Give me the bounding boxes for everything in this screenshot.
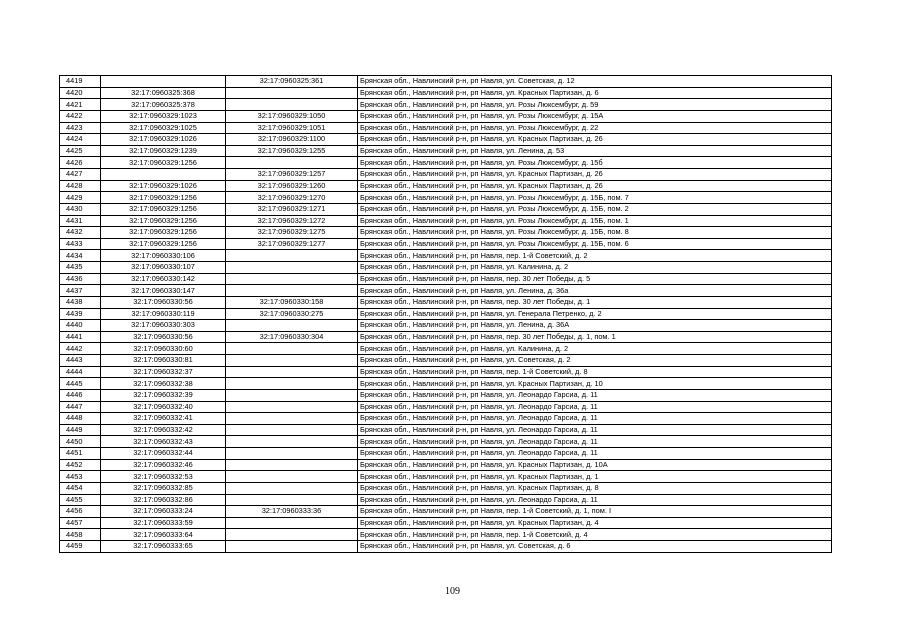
address-cell: Брянская обл., Навлинский р-н, рп Навля, ул. Красных Партизан, д. 10А (358, 459, 832, 471)
table-row (60, 366, 832, 378)
row-number-cell: 4446 (60, 389, 101, 401)
page-number: 109 (445, 586, 460, 597)
table-row (60, 134, 832, 146)
row-number-cell: 4444 (60, 366, 101, 378)
parcel-number-cell: 32:17:0960332:38 (101, 378, 226, 390)
row-number-cell: 4420 (60, 87, 101, 99)
row-number-cell: 4455 (60, 494, 101, 506)
row-number-cell: 4424 (60, 134, 101, 146)
table-row (60, 436, 832, 448)
table-row (60, 320, 832, 332)
row-number-cell: 4453 (60, 471, 101, 483)
object-number-cell: 32:17:0960329:1257 (226, 169, 358, 181)
object-number-cell (226, 424, 358, 436)
address-cell: Брянская обл., Навлинский р-н, рп Навля, ул. Розы Люксембург, д. 59 (358, 99, 832, 111)
table-row (60, 122, 832, 134)
address-cell: Брянская обл., Навлинский р-н, рп Навля, ул. Ленина, д. 36А (358, 320, 832, 332)
object-number-cell: 32:17:0960330:275 (226, 308, 358, 320)
row-number-cell: 4422 (60, 110, 101, 122)
object-number-cell (226, 273, 358, 285)
table-row (60, 413, 832, 425)
address-cell: Брянская обл., Навлинский р-н, рп Навля, ул. Ленина, д. 36а (358, 285, 832, 297)
parcel-number-cell: 32:17:0960329:1239 (101, 145, 226, 157)
parcel-number-cell: 32:17:0960332:42 (101, 424, 226, 436)
object-number-cell: 32:17:0960329:1271 (226, 203, 358, 215)
parcel-number-cell: 32:17:0960329:1256 (101, 215, 226, 227)
row-number-cell: 4448 (60, 413, 101, 425)
table-row (60, 215, 832, 227)
table-row (60, 227, 832, 239)
table-row (60, 110, 832, 122)
address-cell: Брянская обл., Навлинский р-н, рп Навля, ул. Леонардо Гарсиа, д. 11 (358, 494, 832, 506)
address-cell: Брянская обл., Навлинский р-н, рп Навля, ул. Красных Партизан, д. 26 (358, 180, 832, 192)
object-number-cell (226, 459, 358, 471)
table-row (60, 145, 832, 157)
address-cell: Брянская обл., Навлинский р-н, рп Навля, ул. Розы Люксембург, д. 15Б, пом. 8 (358, 227, 832, 239)
object-number-cell: 32:17:0960329:1051 (226, 122, 358, 134)
object-number-cell (226, 389, 358, 401)
table-row (60, 494, 832, 506)
parcel-number-cell: 32:17:0960329:1256 (101, 203, 226, 215)
row-number-cell: 4428 (60, 180, 101, 192)
parcel-number-cell: 32:17:0960330:106 (101, 250, 226, 262)
address-cell: Брянская обл., Навлинский р-н, рп Навля, ул. Розы Люксембург, д. 15Б, пом. 6 (358, 238, 832, 250)
address-cell: Брянская обл., Навлинский р-н, рп Навля, ул. Красных Партизан, д. 10 (358, 378, 832, 390)
object-number-cell: 32:17:0960329:1255 (226, 145, 358, 157)
row-number-cell: 4452 (60, 459, 101, 471)
address-cell: Брянская обл., Навлинский р-н, рп Навля, ул. Розы Люксембург, д. 15Б, пом. 7 (358, 192, 832, 204)
table-row (60, 250, 832, 262)
object-number-cell (226, 320, 358, 332)
row-number-cell: 4451 (60, 448, 101, 460)
object-number-cell: 32:17:0960330:304 (226, 331, 358, 343)
object-number-cell (226, 541, 358, 553)
address-cell: Брянская обл., Навлинский р-н, рп Навля, ул. Розы Люксембург, д. 15Б, пом. 1 (358, 215, 832, 227)
row-number-cell: 4436 (60, 273, 101, 285)
address-cell: Брянская обл., Навлинский р-н, рп Навля, пер. 1-й Советский, д. 2 (358, 250, 832, 262)
table-row (60, 308, 832, 320)
object-number-cell (226, 250, 358, 262)
object-number-cell (226, 87, 358, 99)
table-row (60, 285, 832, 297)
address-cell: Брянская обл., Навлинский р-н, рп Навля, ул. Красных Партизан, д. 8 (358, 482, 832, 494)
address-cell: Брянская обл., Навлинский р-н, рп Навля, ул. Красных Партизан, д. 6 (358, 87, 832, 99)
parcel-number-cell: 32:17:0960330:142 (101, 273, 226, 285)
parcel-number-cell: 32:17:0960330:147 (101, 285, 226, 297)
object-number-cell: 32:17:0960333:36 (226, 506, 358, 518)
row-number-cell: 4432 (60, 227, 101, 239)
parcel-number-cell: 32:17:0960330:303 (101, 320, 226, 332)
address-cell: Брянская обл., Навлинский р-н, рп Навля, пер. 1-й Советский, д. 1, пом. I (358, 506, 832, 518)
table-row (60, 99, 832, 111)
parcel-number-cell (101, 169, 226, 181)
parcel-number-cell: 32:17:0960332:44 (101, 448, 226, 460)
parcel-number-cell: 32:17:0960332:53 (101, 471, 226, 483)
object-number-cell (226, 366, 358, 378)
parcel-number-cell: 32:17:0960329:1256 (101, 227, 226, 239)
address-cell: Брянская обл., Навлинский р-н, рп Навля, ул. Розы Люксембург, д. 15А (358, 110, 832, 122)
address-cell: Брянская обл., Навлинский р-н, рп Навля, ул. Генерала Петренко, д. 2 (358, 308, 832, 320)
address-cell: Брянская обл., Навлинский р-н, рп Навля, ул. Леонардо Гарсиа, д. 11 (358, 389, 832, 401)
table-row (60, 401, 832, 413)
parcel-number-cell: 32:17:0960332:39 (101, 389, 226, 401)
table-body (60, 76, 832, 553)
row-number-cell: 4440 (60, 320, 101, 332)
object-number-cell (226, 99, 358, 111)
table-row (60, 541, 832, 553)
row-number-cell: 4430 (60, 203, 101, 215)
object-number-cell (226, 436, 358, 448)
row-number-cell: 4434 (60, 250, 101, 262)
table-row (60, 331, 832, 343)
parcel-number-cell: 32:17:0960325:368 (101, 87, 226, 99)
address-cell: Брянская обл., Навлинский р-н, рп Навля, ул. Калинина, д. 2 (358, 343, 832, 355)
row-number-cell: 4447 (60, 401, 101, 413)
table-row (60, 273, 832, 285)
row-number-cell: 4450 (60, 436, 101, 448)
object-number-cell (226, 413, 358, 425)
row-number-cell: 4442 (60, 343, 101, 355)
address-cell: Брянская обл., Навлинский р-н, рп Навля, ул. Советская, д. 2 (358, 355, 832, 367)
parcel-number-cell: 32:17:0960332:43 (101, 436, 226, 448)
object-number-cell (226, 482, 358, 494)
object-number-cell: 32:17:0960330:158 (226, 296, 358, 308)
row-number-cell: 4433 (60, 238, 101, 250)
parcel-number-cell: 32:17:0960332:86 (101, 494, 226, 506)
table-row (60, 262, 832, 274)
address-cell: Брянская обл., Навлинский р-н, рп Навля, ул. Советская, д. 6 (358, 541, 832, 553)
object-number-cell (226, 471, 358, 483)
table-row (60, 355, 832, 367)
row-number-cell: 4449 (60, 424, 101, 436)
parcel-number-cell: 32:17:0960332:41 (101, 413, 226, 425)
table-row (60, 378, 832, 390)
table-row (60, 192, 832, 204)
object-number-cell (226, 355, 358, 367)
table-row (60, 506, 832, 518)
address-cell: Брянская обл., Навлинский р-н, рп Навля, ул. Леонардо Гарсиа, д. 11 (358, 424, 832, 436)
object-number-cell (226, 285, 358, 297)
parcel-number-cell: 32:17:0960329:1023 (101, 110, 226, 122)
address-cell: Брянская обл., Навлинский р-н, рп Навля, ул. Розы Люксембург, д. 22 (358, 122, 832, 134)
table-row (60, 180, 832, 192)
address-cell: Брянская обл., Навлинский р-н, рп Навля, ул. Красных Партизан, д. 26 (358, 169, 832, 181)
parcel-number-cell: 32:17:0960330:81 (101, 355, 226, 367)
parcel-number-cell: 32:17:0960329:1256 (101, 192, 226, 204)
table-row (60, 389, 832, 401)
address-cell: Брянская обл., Навлинский р-н, рп Навля, пер. 1-й Советский, д. 8 (358, 366, 832, 378)
table-row (60, 459, 832, 471)
address-cell: Брянская обл., Навлинский р-н, рп Навля, ул. Ленина, д. 53 (358, 145, 832, 157)
row-number-cell: 4445 (60, 378, 101, 390)
object-number-cell (226, 157, 358, 169)
parcel-number-cell: 32:17:0960330:56 (101, 331, 226, 343)
object-number-cell (226, 494, 358, 506)
row-number-cell: 4427 (60, 169, 101, 181)
table-row (60, 87, 832, 99)
table-row (60, 424, 832, 436)
object-number-cell (226, 529, 358, 541)
table-row (60, 169, 832, 181)
row-number-cell: 4438 (60, 296, 101, 308)
object-number-cell: 32:17:0960329:1277 (226, 238, 358, 250)
table-row (60, 529, 832, 541)
parcel-number-cell: 32:17:0960332:37 (101, 366, 226, 378)
address-cell: Брянская обл., Навлинский р-н, рп Навля, ул. Красных Партизан, д. 4 (358, 517, 832, 529)
address-cell: Брянская обл., Навлинский р-н, рп Навля, пер. 30 лет Победы, д. 5 (358, 273, 832, 285)
row-number-cell: 4421 (60, 99, 101, 111)
object-number-cell: 32:17:0960325:361 (226, 76, 358, 88)
table-row (60, 238, 832, 250)
parcel-number-cell: 32:17:0960330:56 (101, 296, 226, 308)
parcel-number-cell: 32:17:0960333:65 (101, 541, 226, 553)
address-cell: Брянская обл., Навлинский р-н, рп Навля, пер. 1-й Советский, д. 4 (358, 529, 832, 541)
row-number-cell: 4439 (60, 308, 101, 320)
object-number-cell (226, 517, 358, 529)
row-number-cell: 4443 (60, 355, 101, 367)
object-number-cell (226, 448, 358, 460)
table-row (60, 471, 832, 483)
parcel-number-cell: 32:17:0960332:40 (101, 401, 226, 413)
object-number-cell: 32:17:0960329:1272 (226, 215, 358, 227)
parcel-number-cell: 32:17:0960332:46 (101, 459, 226, 471)
parcel-number-cell: 32:17:0960332:85 (101, 482, 226, 494)
table-row (60, 76, 832, 88)
parcel-number-cell: 32:17:0960329:1026 (101, 180, 226, 192)
parcel-number-cell: 32:17:0960325:378 (101, 99, 226, 111)
address-cell: Брянская обл., Навлинский р-н, рп Навля, ул. Красных Партизан, д. 26 (358, 134, 832, 146)
object-number-cell: 32:17:0960329:1260 (226, 180, 358, 192)
address-cell: Брянская обл., Навлинский р-н, рп Навля, ул. Розы Люксембург, д. 15Б, пом. 2 (358, 203, 832, 215)
parcel-number-cell: 32:17:0960330:119 (101, 308, 226, 320)
parcel-number-cell: 32:17:0960329:1025 (101, 122, 226, 134)
row-number-cell: 4459 (60, 541, 101, 553)
address-cell: Брянская обл., Навлинский р-н, рп Навля, ул. Леонардо Гарсиа, д. 11 (358, 436, 832, 448)
address-cell: Брянская обл., Навлинский р-н, рп Навля, ул. Леонардо Гарсиа, д. 11 (358, 401, 832, 413)
row-number-cell: 4454 (60, 482, 101, 494)
row-number-cell: 4425 (60, 145, 101, 157)
parcel-number-cell: 32:17:0960333:24 (101, 506, 226, 518)
row-number-cell: 4457 (60, 517, 101, 529)
object-number-cell: 32:17:0960329:1050 (226, 110, 358, 122)
object-number-cell (226, 262, 358, 274)
address-cell: Брянская обл., Навлинский р-н, рп Навля, пер. 30 лет Победы, д. 1 (358, 296, 832, 308)
address-cell: Брянская обл., Навлинский р-н, рп Навля, ул. Леонардо Гарсиа, д. 11 (358, 413, 832, 425)
row-number-cell: 4441 (60, 331, 101, 343)
address-cell: Брянская обл., Навлинский р-н, рп Навля, ул. Советская, д. 12 (358, 76, 832, 88)
cadastral-table (59, 75, 832, 553)
address-cell: Брянская обл., Навлинский р-н, рп Навля, ул. Калинина, д. 2 (358, 262, 832, 274)
parcel-number-cell: 32:17:0960330:107 (101, 262, 226, 274)
address-cell: Брянская обл., Навлинский р-н, рп Навля, пер. 30 лет Победы, д. 1, пом. 1 (358, 331, 832, 343)
parcel-number-cell: 32:17:0960329:1256 (101, 238, 226, 250)
table-row (60, 482, 832, 494)
row-number-cell: 4435 (60, 262, 101, 274)
object-number-cell: 32:17:0960329:1100 (226, 134, 358, 146)
row-number-cell: 4423 (60, 122, 101, 134)
row-number-cell: 4426 (60, 157, 101, 169)
table-row (60, 157, 832, 169)
table-row (60, 448, 832, 460)
table-row (60, 343, 832, 355)
object-number-cell (226, 378, 358, 390)
row-number-cell: 4437 (60, 285, 101, 297)
object-number-cell: 32:17:0960329:1270 (226, 192, 358, 204)
table-row (60, 296, 832, 308)
object-number-cell (226, 401, 358, 413)
parcel-number-cell (101, 76, 226, 88)
table-row (60, 517, 832, 529)
table-row (60, 203, 832, 215)
row-number-cell: 4458 (60, 529, 101, 541)
row-number-cell: 4456 (60, 506, 101, 518)
parcel-number-cell: 32:17:0960333:64 (101, 529, 226, 541)
parcel-number-cell: 32:17:0960333:59 (101, 517, 226, 529)
parcel-number-cell: 32:17:0960330:60 (101, 343, 226, 355)
parcel-number-cell: 32:17:0960329:1026 (101, 134, 226, 146)
address-cell: Брянская обл., Навлинский р-н, рп Навля, ул. Розы Люксембург, д. 15б (358, 157, 832, 169)
address-cell: Брянская обл., Навлинский р-н, рп Навля, ул. Красных Партизан, д. 1 (358, 471, 832, 483)
object-number-cell: 32:17:0960329:1275 (226, 227, 358, 239)
address-cell: Брянская обл., Навлинский р-н, рп Навля, ул. Леонардо Гарсиа, д. 11 (358, 448, 832, 460)
row-number-cell: 4429 (60, 192, 101, 204)
parcel-number-cell: 32:17:0960329:1256 (101, 157, 226, 169)
row-number-cell: 4419 (60, 76, 101, 88)
row-number-cell: 4431 (60, 215, 101, 227)
object-number-cell (226, 343, 358, 355)
